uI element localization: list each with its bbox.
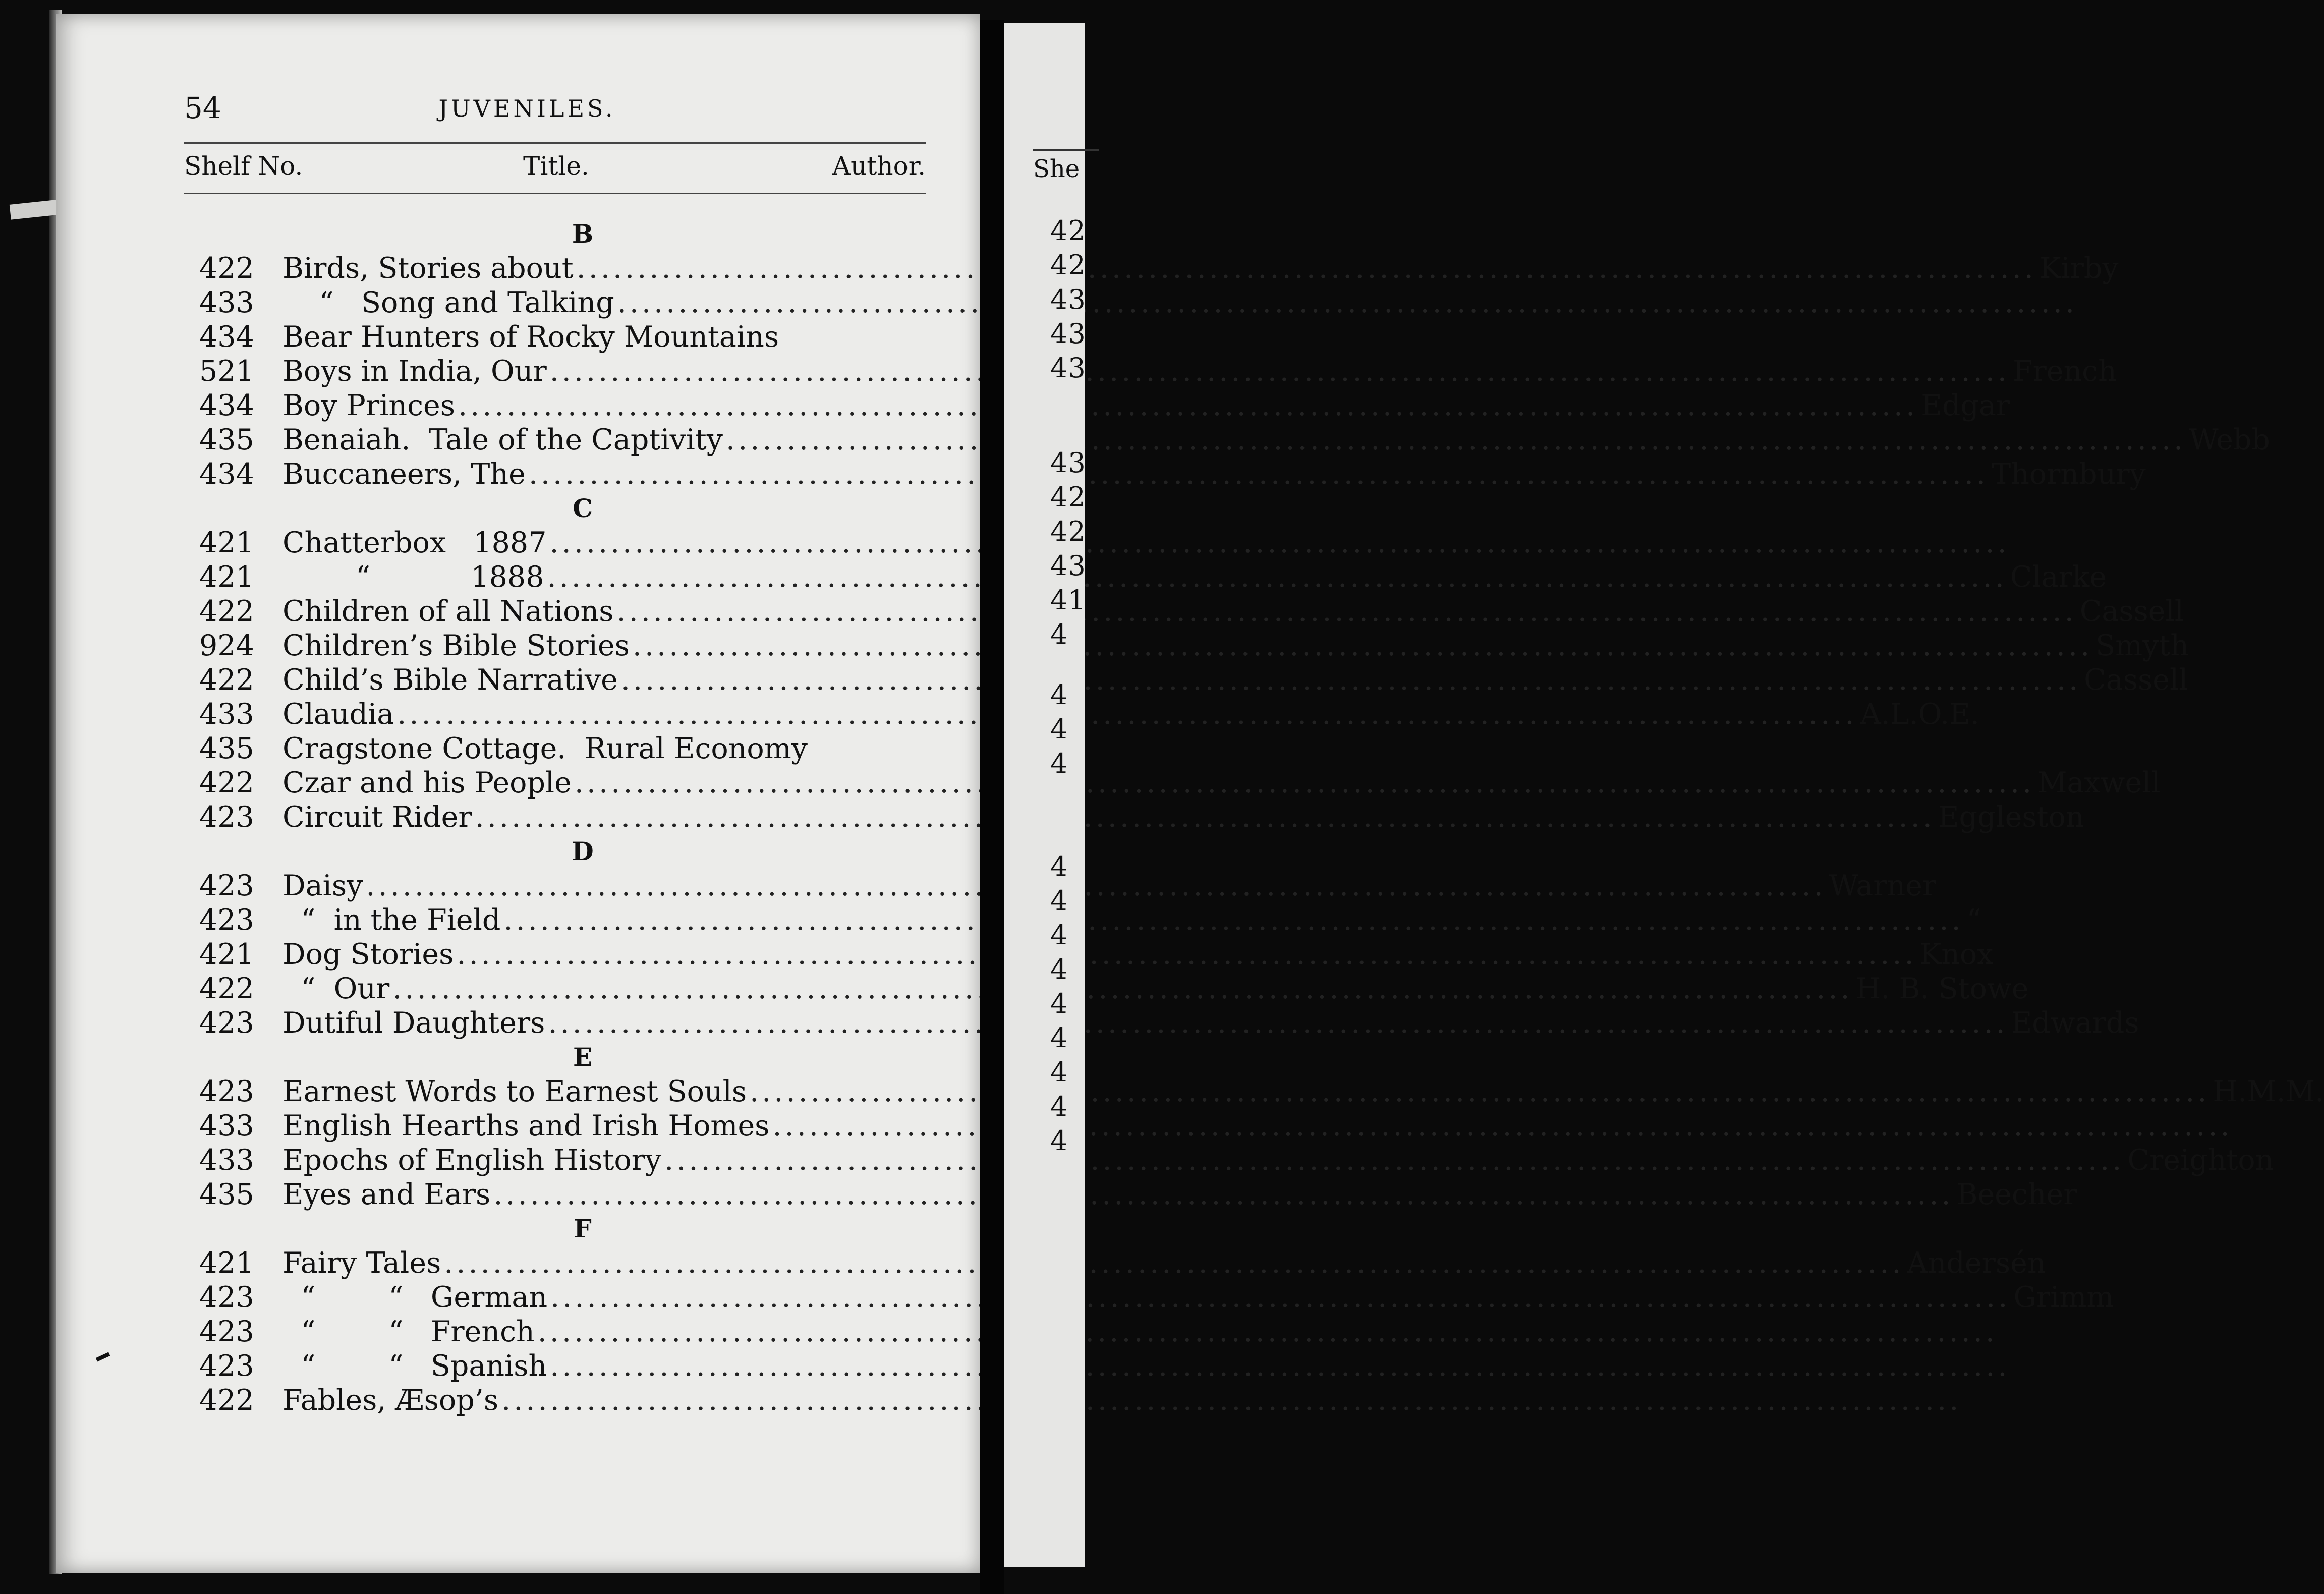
book-author: Kirby	[2039, 252, 2119, 285]
catalog-entry	[199, 423, 2270, 457]
book-title: Czar and his People	[282, 766, 572, 800]
shelf-number: 433	[199, 1109, 254, 1143]
shelf-number: 434	[199, 458, 254, 491]
book-title: “ “ French	[282, 1315, 535, 1348]
book-author: Maxwell	[2037, 766, 2161, 800]
facing-shelf-fragment: 4	[1050, 1022, 1068, 1054]
dot-leader	[550, 1349, 2010, 1383]
book-title: Benaiah. Tale of the Captivity	[282, 423, 723, 457]
shelf-number: 422	[199, 595, 254, 628]
running-title: JUVENILES.	[438, 95, 616, 122]
book-author: Webb	[2189, 423, 2270, 457]
facing-shelf-fragment: 4	[1050, 1091, 1068, 1122]
dot-leader	[397, 697, 1857, 731]
dot-leader	[617, 286, 2077, 320]
facing-shelf-fragment: 4	[1050, 953, 1068, 985]
book-title: Boy Princes	[282, 389, 455, 422]
facing-shelf-fragment: 4	[1050, 850, 1068, 882]
shelf-number: 433	[199, 1144, 254, 1177]
book-author: Clarke	[2010, 560, 2107, 594]
shelf-number: 423	[199, 1349, 254, 1383]
book-title: Fairy Tales	[282, 1246, 441, 1280]
facing-shelf-fragment: 4	[1050, 1056, 1068, 1088]
dot-leader	[493, 1177, 1953, 1212]
shelf-number: 421	[199, 526, 254, 559]
facing-shelf-fragment: 43	[1050, 447, 1086, 479]
facing-shelf-fragment: 4	[1050, 748, 1068, 779]
facing-shelf-fragment: 4	[1050, 618, 1068, 650]
shelf-number: 924	[199, 629, 254, 662]
catalog-entry	[199, 766, 2161, 800]
shelf-number: 435	[199, 423, 254, 457]
book-author: A.L.O.E.	[1860, 698, 1979, 731]
catalog-entry	[199, 457, 2146, 491]
book-title: “ “ Spanish	[282, 1349, 547, 1383]
facing-shelf-fragment: 41	[1050, 584, 1086, 616]
dot-leader	[501, 1383, 1961, 1417]
facing-shelf-fragment: 43	[1050, 283, 1086, 315]
book-title: Birds, Stories about	[282, 252, 574, 285]
book-title: Eyes and Ears	[282, 1178, 491, 1211]
shelf-number: 423	[199, 869, 254, 902]
dot-leader	[457, 937, 1916, 972]
catalog-entry	[199, 731, 936, 766]
catalog-entry	[199, 937, 1994, 972]
catalog-entry	[199, 388, 2010, 423]
dot-leader	[577, 251, 2036, 286]
dot-leader	[633, 629, 2092, 663]
shelf-number: 423	[199, 1281, 254, 1314]
dot-leader	[538, 1315, 1998, 1349]
facing-shelf-fragment: 4	[1050, 919, 1068, 951]
book-author: French	[2012, 355, 2117, 388]
shelf-number: 435	[199, 732, 254, 765]
shelf-number: 423	[199, 903, 254, 937]
dot-leader	[616, 594, 2076, 629]
book-author: Creighton	[2127, 1144, 2274, 1177]
shelf-number: 421	[199, 560, 254, 594]
book-title: Bear Hunters of Rocky Mountains	[282, 320, 779, 354]
shelf-number: 422	[199, 766, 254, 800]
facing-shelf-fragment: 42	[1050, 516, 1086, 547]
shelf-number: 423	[199, 1006, 254, 1040]
shelf-number: 422	[199, 663, 254, 697]
shelf-number: 521	[199, 355, 254, 388]
catalog-entry	[199, 1006, 2139, 1040]
facing-page-header: She	[1033, 149, 1099, 183]
header-rule-bottom	[184, 193, 926, 194]
book-author: Eggleston	[1938, 801, 2084, 834]
dot-leader	[575, 766, 2034, 800]
dot-leader	[750, 1074, 2209, 1109]
section-letter: F	[574, 1214, 592, 1243]
shelf-number: 422	[199, 252, 254, 285]
dot-leader	[475, 800, 1935, 834]
book-title: “ “ German	[282, 1281, 548, 1314]
book-author: Andersén	[1907, 1246, 2046, 1280]
section-letter: E	[573, 1042, 593, 1072]
shelf-number: 423	[199, 1315, 254, 1348]
book-author: “	[1966, 903, 1981, 937]
book-title: Children’s Bible Stories	[282, 629, 630, 662]
catalog-entry	[199, 663, 2188, 697]
shelf-number: 434	[199, 320, 254, 354]
shelf-number: 422	[199, 972, 254, 1005]
dot-leader	[503, 903, 1963, 937]
catalog-entry	[199, 1349, 936, 1383]
book-author: Beecher	[1956, 1178, 2077, 1211]
dot-leader	[444, 1246, 1904, 1280]
book-title: Earnest Words to Earnest Souls	[282, 1075, 747, 1108]
facing-shelf-fragment: 4	[1050, 885, 1068, 917]
book-title: English Hearths and Irish Homes	[282, 1109, 770, 1143]
facing-shelf-fragment: 4	[1050, 988, 1068, 1019]
dot-leader	[550, 1280, 2010, 1315]
facing-shelf-fragment: 42	[1050, 249, 1086, 281]
book-author: Thornbury	[1992, 458, 2146, 491]
book-title: Children of all Nations	[282, 595, 614, 628]
dot-leader	[547, 560, 2007, 594]
book-title: Daisy	[282, 869, 363, 902]
dot-leader	[726, 423, 2186, 457]
section-letter: B	[572, 219, 594, 249]
book-author: Grimm	[2013, 1281, 2114, 1314]
facing-shelf-fragment: 42	[1050, 481, 1086, 513]
catalog-entry	[199, 903, 1981, 937]
shelf-number: 421	[199, 938, 254, 971]
catalog-entry	[199, 1383, 936, 1417]
dot-leader	[664, 1143, 2124, 1177]
running-head	[126, 91, 928, 126]
shelf-number: 433	[199, 698, 254, 731]
book-title: Dutiful Daughters	[282, 1006, 545, 1040]
book-title: Fables, Æsop’s	[282, 1384, 499, 1417]
catalog-entry	[199, 1246, 2046, 1280]
shelf-number: 435	[199, 1178, 254, 1211]
section-letter: C	[573, 493, 593, 523]
book-author: Cassell	[2079, 595, 2184, 628]
shelf-number: 422	[199, 1384, 254, 1417]
dot-leader	[550, 354, 2010, 388]
dot-leader	[366, 869, 1826, 903]
book-gutter	[980, 20, 1004, 1594]
book-author: Edwards	[2011, 1006, 2139, 1040]
book-author: Smyth	[2095, 629, 2189, 662]
dot-leader	[392, 972, 1852, 1006]
book-title: Boys in India, Our	[282, 355, 547, 388]
facing-shelf-fragment: 43	[1050, 318, 1086, 350]
header-rule-top	[184, 142, 926, 144]
catalog-entry	[199, 1177, 2077, 1212]
catalog-entry	[199, 1143, 2274, 1177]
dot-leader	[549, 526, 2009, 560]
book-title: Circuit Rider	[282, 801, 472, 834]
book-title: “ Song and Talking	[282, 286, 614, 319]
catalog-entry	[199, 629, 2189, 663]
catalog-entry	[199, 869, 1937, 903]
catalog-entry	[199, 1315, 936, 1349]
book-author: Cassell	[2084, 663, 2188, 697]
catalog-entry	[199, 1280, 2114, 1315]
book-title: Cragstone Cottage. Rural Economy	[282, 732, 808, 765]
column-header-shelf: Shelf No.	[184, 151, 303, 181]
book-author: H. B. Stowe	[1855, 972, 2029, 1005]
shelf-number: 421	[199, 1246, 254, 1280]
dot-leader	[458, 388, 1918, 423]
section-letter: D	[572, 836, 594, 866]
facing-shelf-fragment: 4	[1050, 679, 1068, 711]
catalog-entry	[199, 251, 2119, 286]
book-title: “ in the Field	[282, 903, 501, 937]
catalog-entry	[199, 800, 2084, 834]
facing-shelf-fragment: 4	[1050, 713, 1068, 745]
book-author: Edgar	[1921, 389, 2010, 422]
book-title: “ Our	[282, 972, 390, 1005]
book-title: Child’s Bible Narrative	[282, 663, 618, 697]
book-title: Dog Stories	[282, 938, 454, 971]
shelf-number: 423	[199, 1075, 254, 1108]
book-title: “ 1888	[282, 560, 544, 594]
catalog-entry	[199, 697, 1979, 731]
facing-shelf-fragment: 42	[1050, 215, 1086, 247]
book-title: Buccaneers, The	[282, 458, 526, 491]
catalog-entry	[199, 1074, 2324, 1109]
catalog-entry	[199, 286, 936, 320]
shelf-number: 434	[199, 389, 254, 422]
shelf-number: 433	[199, 286, 254, 319]
dot-leader	[529, 457, 1989, 491]
column-header-title: Title.	[523, 151, 589, 181]
facing-page-fragment	[1004, 23, 1085, 1567]
catalog-entry	[199, 972, 2029, 1006]
column-headers	[184, 151, 926, 187]
shelf-number: 423	[199, 801, 254, 834]
book-author: Knox	[1919, 938, 1994, 971]
catalog-entry	[199, 1109, 936, 1143]
dot-leader	[621, 663, 2081, 697]
book-title: Chatterbox 1887	[282, 526, 547, 559]
book-title: Claudia	[282, 698, 394, 731]
catalog-entry	[199, 320, 936, 354]
dot-leader	[548, 1006, 2008, 1040]
facing-shelf-fragment: 43	[1050, 550, 1086, 582]
page-number: 54	[184, 91, 221, 125]
facing-shelf-fragment: 43	[1050, 352, 1086, 384]
catalog-entry	[199, 526, 936, 560]
book-title: Epochs of English History	[282, 1144, 662, 1177]
facing-shelf-fragment: 4	[1050, 1125, 1068, 1157]
book-author: Warner	[1829, 869, 1937, 902]
book-author: H.M.M.	[2213, 1075, 2324, 1108]
column-header-author: Author.	[832, 151, 926, 181]
